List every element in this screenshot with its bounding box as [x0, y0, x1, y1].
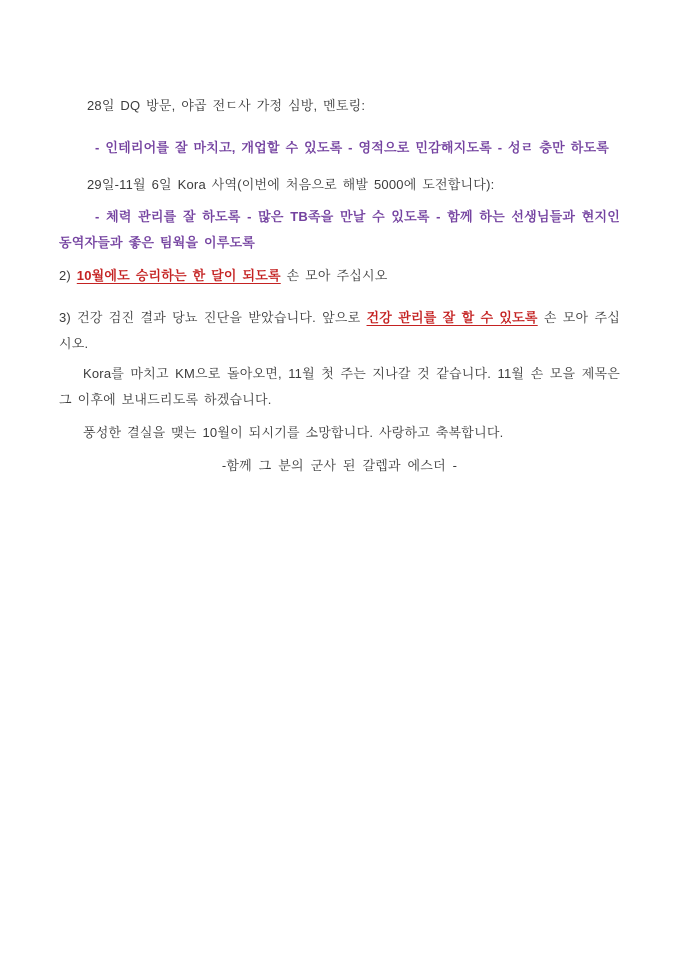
list-number: 2): [59, 268, 77, 283]
text-run: 풍성한 결실을 맺는 10월이 되시기를 소망합니다. 사랑하고 축복합니다.: [83, 425, 504, 440]
paragraph-schedule: [59, 361, 620, 413]
signature-line: [59, 453, 620, 479]
paragraph-dq-visit: [59, 93, 620, 119]
text-run: 29일-11월 6일 Kora 사역(이번에 처음으로 해발 5000에 도전합니다):: [87, 177, 495, 192]
text-run: 3) 건강 검진 결과 당뇨 진단을 받았습니다. 앞으로: [59, 310, 367, 325]
text-run: 손 모아 주십시오: [280, 268, 388, 283]
highlighted-prayer-text: - 체력 관리를 잘 하도록 - 많은 TB족을 만날 수 있도록 - 함께 하는 선생님들과 현지인 동역자들과 좋은 팀웍을 이루도록: [59, 209, 620, 250]
paragraph-kora-ministry: [59, 172, 620, 198]
text-run: 손 모아 주십시오.: [59, 310, 620, 351]
paragraph-closing: [59, 420, 620, 446]
highlighted-prayer-text: - 인테리어를 잘 마치고, 개업할 수 있도록 - 영적으로 민감해지도록 - 성ㄹ 충만 하도록: [95, 140, 609, 155]
underlined-prayer-title: 10월에도 승리하는 한 달이 되도록: [76, 268, 281, 283]
underlined-prayer-title: 건강 관리를 잘 할 수 있도록: [366, 310, 538, 325]
prayer-request-3: [59, 305, 620, 357]
signature-text: -함께 그 분의 군사 된 갈렙과 에스더 -: [221, 458, 458, 473]
prayer-point-interior: [59, 135, 620, 161]
text-run: Kora를 마치고 KM으로 돌아오면, 11월 첫 주는 지나갈 것 같습니다. 11월 손 모을 제목은 그 이후에 보내드리도록 하겠습니다.: [59, 366, 620, 407]
prayer-point-stamina: [59, 204, 620, 256]
prayer-request-2: [59, 263, 620, 289]
text-run: 28일 DQ 방문, 야곱 전ㄷ사 가정 심방, 멘토링:: [87, 98, 366, 113]
